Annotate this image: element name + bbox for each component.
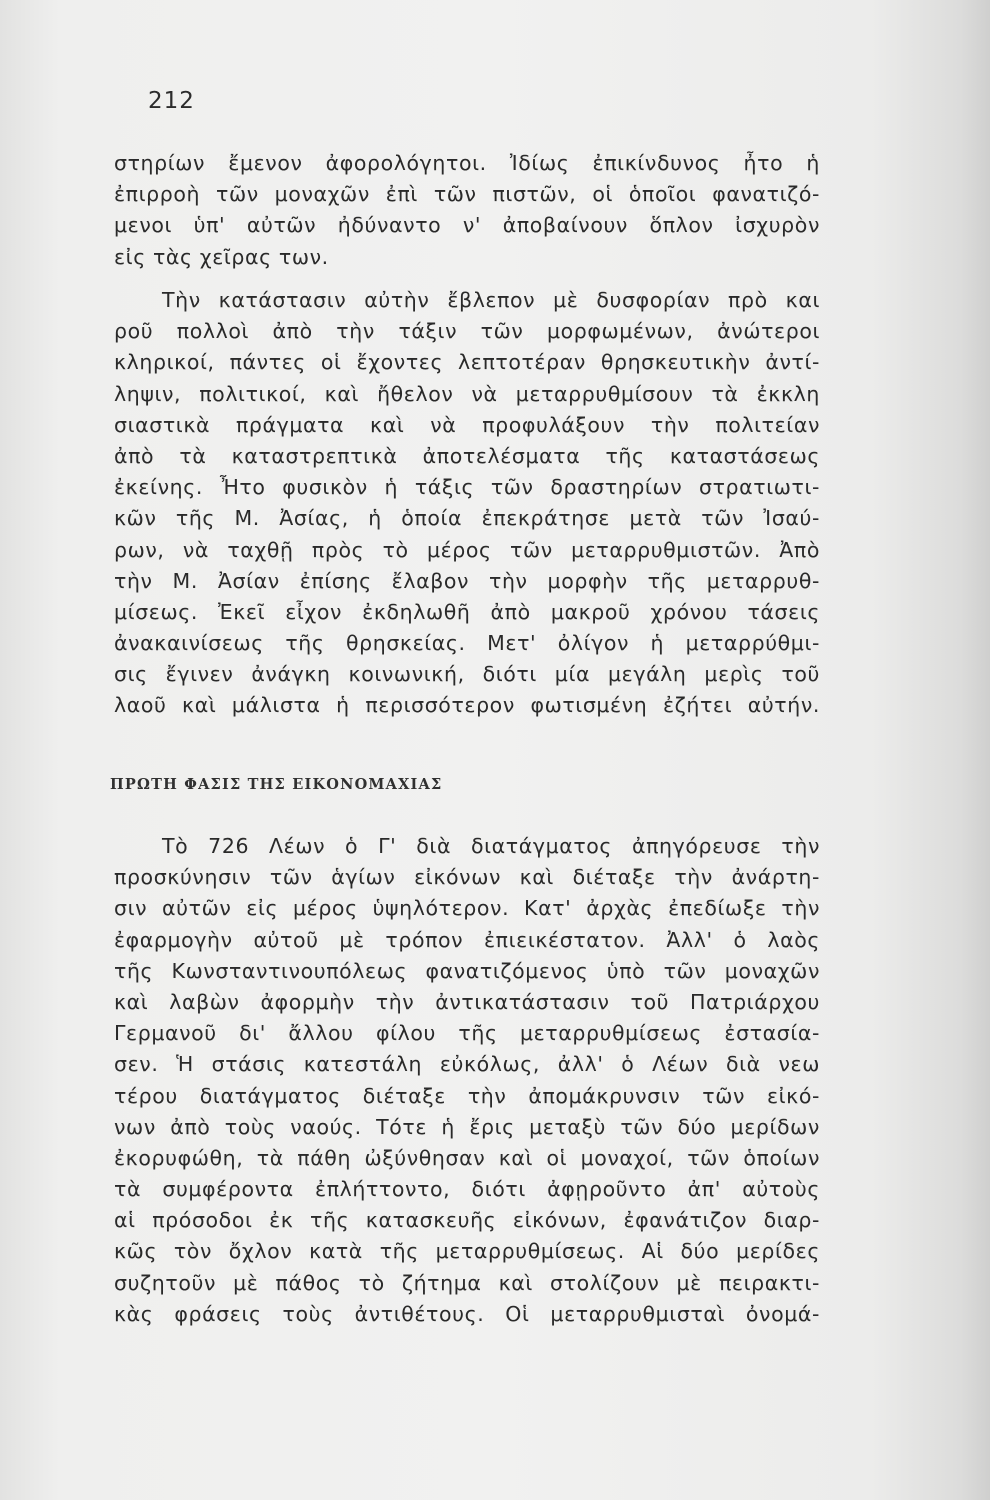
text-line: ἐφαρμογὴν αὐτοῦ μὲ τρόπον ἐπιεικέστατον. Ἀλλ' ὁ λαὸς [114,927,820,952]
text-line: κὰς φράσεις τοὺς ἀντιθέτους. Οἱ μεταρρυθμισταὶ ὀνομά- [114,1301,820,1326]
text-line: τὴν Μ. Ἀσίαν ἐπίσης ἔλαβον τὴν μορφὴν τῆς μεταρρυθ- [114,568,820,593]
text-line: σιν αὐτῶν εἰς μέρος ὑψηλότερον. Κατ' ἀρχὰς ἐπεδίωξε τὴν [114,896,820,921]
text-line: ἐκορυφώθη, τὰ πάθη ὠξύνθησαν καὶ οἱ μοναχοί, τῶν ὁποίων [114,1145,820,1170]
text-line: ροῦ πολλοὶ ἀπὸ τὴν τάξιν τῶν μορφωμένων, ἀνώτεροι [114,319,820,344]
text-line: κῶς τὸν ὄχλον κατὰ τῆς μεταρρυθμίσεως. Αἱ δύο μερίδες [114,1239,820,1264]
text-line: κῶν τῆς Μ. Ἀσίας, ἡ ὁποία ἐπεκράτησε μετὰ τῶν Ἰσαύ- [114,506,820,531]
paragraph-reform-context [114,285,820,722]
text-line: εἰς τὰς χεῖρας των. [114,244,329,269]
text-line: ἀπὸ τὰ καταστρεπτικὰ ἀποτελέσματα τῆς καταστάσεως [114,443,820,468]
text-line: καὶ λαβὼν ἀφορμὴν τὴν ἀντικατάστασιν τοῦ Πατριάρχου [114,989,820,1014]
text-line: Γερμανοῦ δι' ἄλλου φίλου τῆς μεταρρυθμίσεως ἐστασία- [114,1021,820,1046]
text-line: ἐκείνης. Ἦτο φυσικὸν ἡ τάξις τῶν δραστηρίων στρατιωτι- [114,475,820,500]
text-line: προσκύνησιν τῶν ἁγίων εἰκόνων καὶ διέταξε τὴν ἀνάρτη- [114,865,820,890]
text-line: ἀνακαινίσεως τῆς θρησκείας. Μετ' ὀλίγον ἡ μεταρρύθμι- [114,631,820,656]
text-line: τῆς Κωνσταντινουπόλεως φανατιζόμενος ὑπὸ τῶν μοναχῶν [114,958,820,983]
text-line: σιαστικὰ πράγματα καὶ νὰ προφυλάξουν τὴν πολιτείαν [114,412,820,437]
text-line: τὰ συμφέροντα ἐπλήττοντο, διότι ἀφῃροῦντο ἀπ' αὐτοὺς [114,1177,820,1202]
text-line: Τὴν κατάστασιν αὐτὴν ἔβλεπον μὲ δυσφορίαν πρὸ και [162,288,820,312]
text-line: νων ἀπὸ τοὺς ναούς. Τότε ἡ ἔρις μεταξὺ τῶν δύο μερίδων [114,1114,820,1139]
text-line: ρων, νὰ ταχθῇ πρὸς τὸ μέρος τῶν μεταρρυθμιστῶν. Ἀπὸ [114,537,820,562]
paragraph-continuation [114,148,820,273]
text-line: συζητοῦν μὲ πάθος τὸ ζήτημα καὶ στολίζουν μὲ πειρακτι- [114,1270,820,1295]
text-line: στηρίων ἔμενον ἀφορολόγητοι. Ἰδίως ἐπικίνδυνος ἦτο ἡ [114,151,820,175]
text-line: αἱ πρόσοδοι ἐκ τῆς κατασκευῆς εἰκόνων, ἐφανάτιζον διαρ- [114,1208,820,1233]
paragraph-first-phase [114,831,820,1330]
text-line: Τὸ 726 Λέων ὁ Γ' διὰ διατάγματος ἀπηγόρευσε τὴν [162,834,820,858]
text-line: σις ἔγινεν ἀνάγκη κοινωνική, διότι μία μεγάλη μερὶς τοῦ [114,662,820,687]
text-line: ἐπιρροὴ τῶν μοναχῶν ἐπὶ τῶν πιστῶν, οἱ ὁποῖοι φανατιζό- [114,182,820,207]
page-number: 212 [148,88,195,114]
text-line: μενοι ὑπ' αὐτῶν ἠδύναντο ν' ἀποβαίνουν ὅπλον ἰσχυρὸν [114,213,820,238]
text-line: μίσεως. Ἐκεῖ εἶχον ἐκδηλωθῆ ἀπὸ μακροῦ χρόνου τάσεις [114,599,820,624]
text-line: ληψιν, πολιτικοί, καὶ ἤθελον νὰ μεταρρυθμίσουν τὰ ἐκκλη [114,381,820,406]
text-line: σεν. Ἡ στάσις κατεστάλη εὐκόλως, ἀλλ' ὁ Λέων διὰ νεω [114,1052,820,1077]
section-heading: ΠΡΩΤΗ ΦΑΣΙΣ ΤΗΣ ΕΙΚΟΝΟΜΑΧΙΑΣ [110,776,443,793]
text-line: κληρικοί, πάντες οἱ ἔχοντες λεπτοτέραν θρησκευτικὴν ἀντί- [114,350,820,375]
text-line: λαοῦ καὶ μάλιστα ἡ περισσότερον φωτισμένη ἐζήτει αὐτήν. [114,693,820,718]
text-line: τέρου διατάγματος διέταξε τὴν ἀπομάκρυνσιν τῶν εἰκό- [114,1083,820,1108]
